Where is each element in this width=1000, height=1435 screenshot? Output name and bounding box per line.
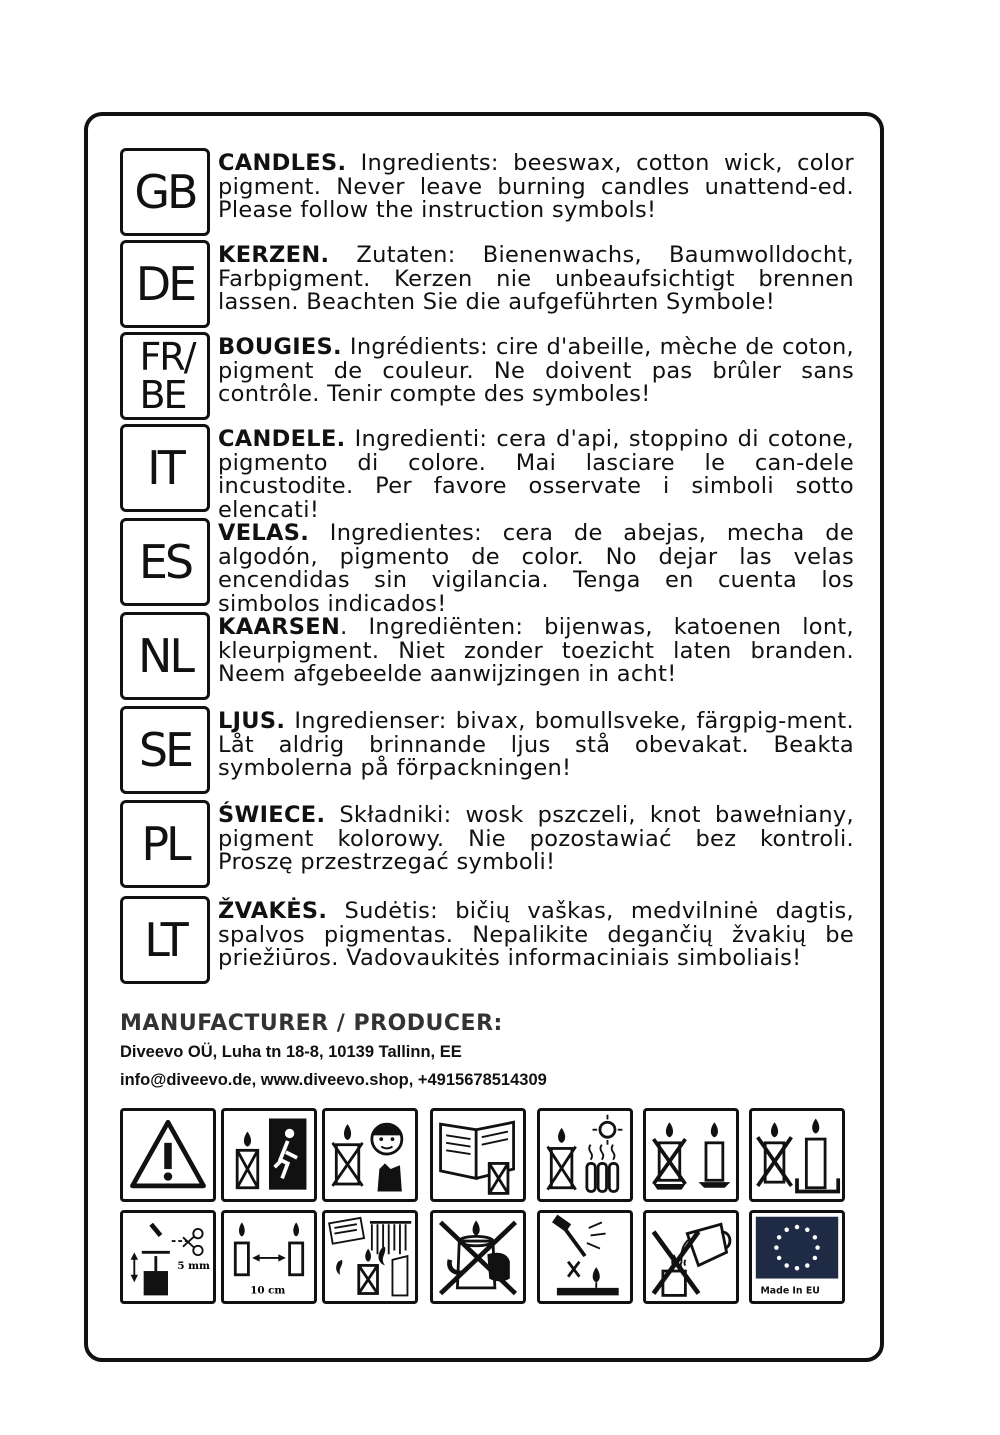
lang-title: KAARSEN — [218, 614, 341, 640]
lang-body: Sudėtis: bičių vaškas, medvilninė dagtis, spalvos pigmentas. Nepalikite degančių žvakių be priežiūros. Vadovaukitės informaciniais simboliais! — [218, 898, 854, 971]
lang-code-badge: GB — [120, 148, 210, 236]
eu-star — [777, 1256, 781, 1260]
distance-label: 10 cm — [250, 1284, 286, 1297]
lang-description — [218, 710, 854, 781]
eu-star — [795, 1266, 799, 1270]
lang-title: VELAS. — [218, 520, 310, 546]
lang-description — [218, 522, 854, 616]
lang-code-badge: IT — [120, 424, 210, 512]
trim-wick-icon — [120, 1210, 216, 1304]
lang-code-badge: FR/ BE — [120, 332, 210, 420]
no-candle-near-exit-icon — [221, 1108, 317, 1202]
eu-star — [815, 1245, 819, 1249]
lang-description — [218, 428, 854, 522]
lang-body: Ingrédients: cire d'abeille, mèche de coton, pigment de couleur. Ne doivent pas brûler sans contrôle. Tenir compte des symboles! — [218, 334, 854, 407]
lang-title: KERZEN. — [218, 242, 330, 268]
lang-description — [218, 244, 854, 315]
eu-star — [784, 1263, 788, 1267]
keep-away-from-flammables-icon — [322, 1210, 418, 1304]
eu-star — [813, 1256, 817, 1260]
lang-description — [218, 900, 854, 971]
do-not-extinguish-with-water-icon — [643, 1210, 739, 1304]
lang-description — [218, 152, 854, 223]
use-holder-icon — [643, 1108, 739, 1202]
lang-body: Ingredients: beeswax, cotton wick, color pigment. Never leave burning candles unattend-ed. Please follow the instruction symbols! — [218, 150, 854, 223]
heat-resistant-surface-icon — [749, 1108, 845, 1202]
lang-title: CANDELE. — [218, 426, 346, 452]
lang-body: . Ingrediënten: bijenwas, katoenen lont, kleurpigment. Niet zonder toezicht laten branden. Neem afgebeelde aanwijzingen in acht! — [218, 614, 854, 687]
lang-body: Ingredienti: cera d'api, stoppino di cotone, pigmento di colore. Mai lasciare le can-dele incustodite. Per favore osservate i simboli sotto elencati! — [218, 426, 854, 523]
manufacturer-address: Diveevo OÜ, Luha tn 18-8, 10139 Tallinn, EE — [120, 1043, 462, 1061]
lang-body: Ingredienser: bivax, bomullsveke, färgpig-ment. Låt aldrig brinnande ljus stå obevakat. Beakta symbolerna på förpackningen! — [218, 708, 854, 781]
manufacturer-contact: info@diveevo.de, www.diveevo.shop, +4915678514309 — [120, 1071, 547, 1089]
lang-body: Zutaten: Bienenwachs, Baumwolldocht, Farbpigment. Kerzen nie unbeaufsichtigt brennen lassen. Beachten Sie die aufgeführten Symbole! — [218, 242, 854, 315]
made-in-eu-icon — [749, 1210, 845, 1304]
keep-away-from-heat-icon — [537, 1108, 633, 1202]
keep-away-from-children-pets-icon — [322, 1108, 418, 1202]
made-in-eu-label: Made In EU — [760, 1285, 820, 1297]
lang-code-badge: DE — [120, 240, 210, 328]
lang-code-badge: SE — [120, 706, 210, 794]
lang-description — [218, 804, 854, 875]
lang-body: Ingredientes: cera de abejas, mecha de algodón, pigmento de color. No dejar las velas encendidas sin vigilancia. Tenga en cuenta los simbolos indicados! — [218, 520, 854, 617]
eu-star — [777, 1235, 781, 1239]
candle-distance-icon — [221, 1210, 317, 1304]
warning-icon — [120, 1108, 216, 1202]
lang-code-badge: LT — [120, 896, 210, 984]
no-burning-matches-in-wax-icon — [537, 1210, 633, 1304]
eu-star — [774, 1245, 778, 1249]
wick-length-label: 5 mm — [177, 1260, 210, 1273]
lang-title: ŽVAKĖS. — [218, 898, 328, 924]
lang-body: Składniki: wosk pszczeli, knot bawełniany, pigment kolorowy. Nie pozostawiać bez kontroli. Proszę przestrzegać symboli! — [218, 802, 854, 875]
lang-description — [218, 336, 854, 407]
read-instructions-icon — [430, 1108, 526, 1202]
eu-star — [805, 1228, 809, 1232]
eu-star — [805, 1263, 809, 1267]
lang-title: ŚWIECE. — [218, 802, 326, 828]
lang-title: LJUS. — [218, 708, 286, 734]
do-not-move-burning-candle-icon — [430, 1210, 526, 1304]
lang-code-badge: PL — [120, 800, 210, 888]
eu-star — [813, 1235, 817, 1239]
lang-code-badge: NL — [120, 612, 210, 700]
lang-description — [218, 616, 854, 687]
lang-code-badge: ES — [120, 518, 210, 606]
lang-title: CANDLES. — [218, 150, 347, 176]
lang-title: BOUGIES. — [218, 334, 342, 360]
eu-star — [784, 1228, 788, 1232]
manufacturer-title: MANUFACTURER / PRODUCER: — [120, 1011, 503, 1036]
eu-star — [795, 1225, 799, 1229]
